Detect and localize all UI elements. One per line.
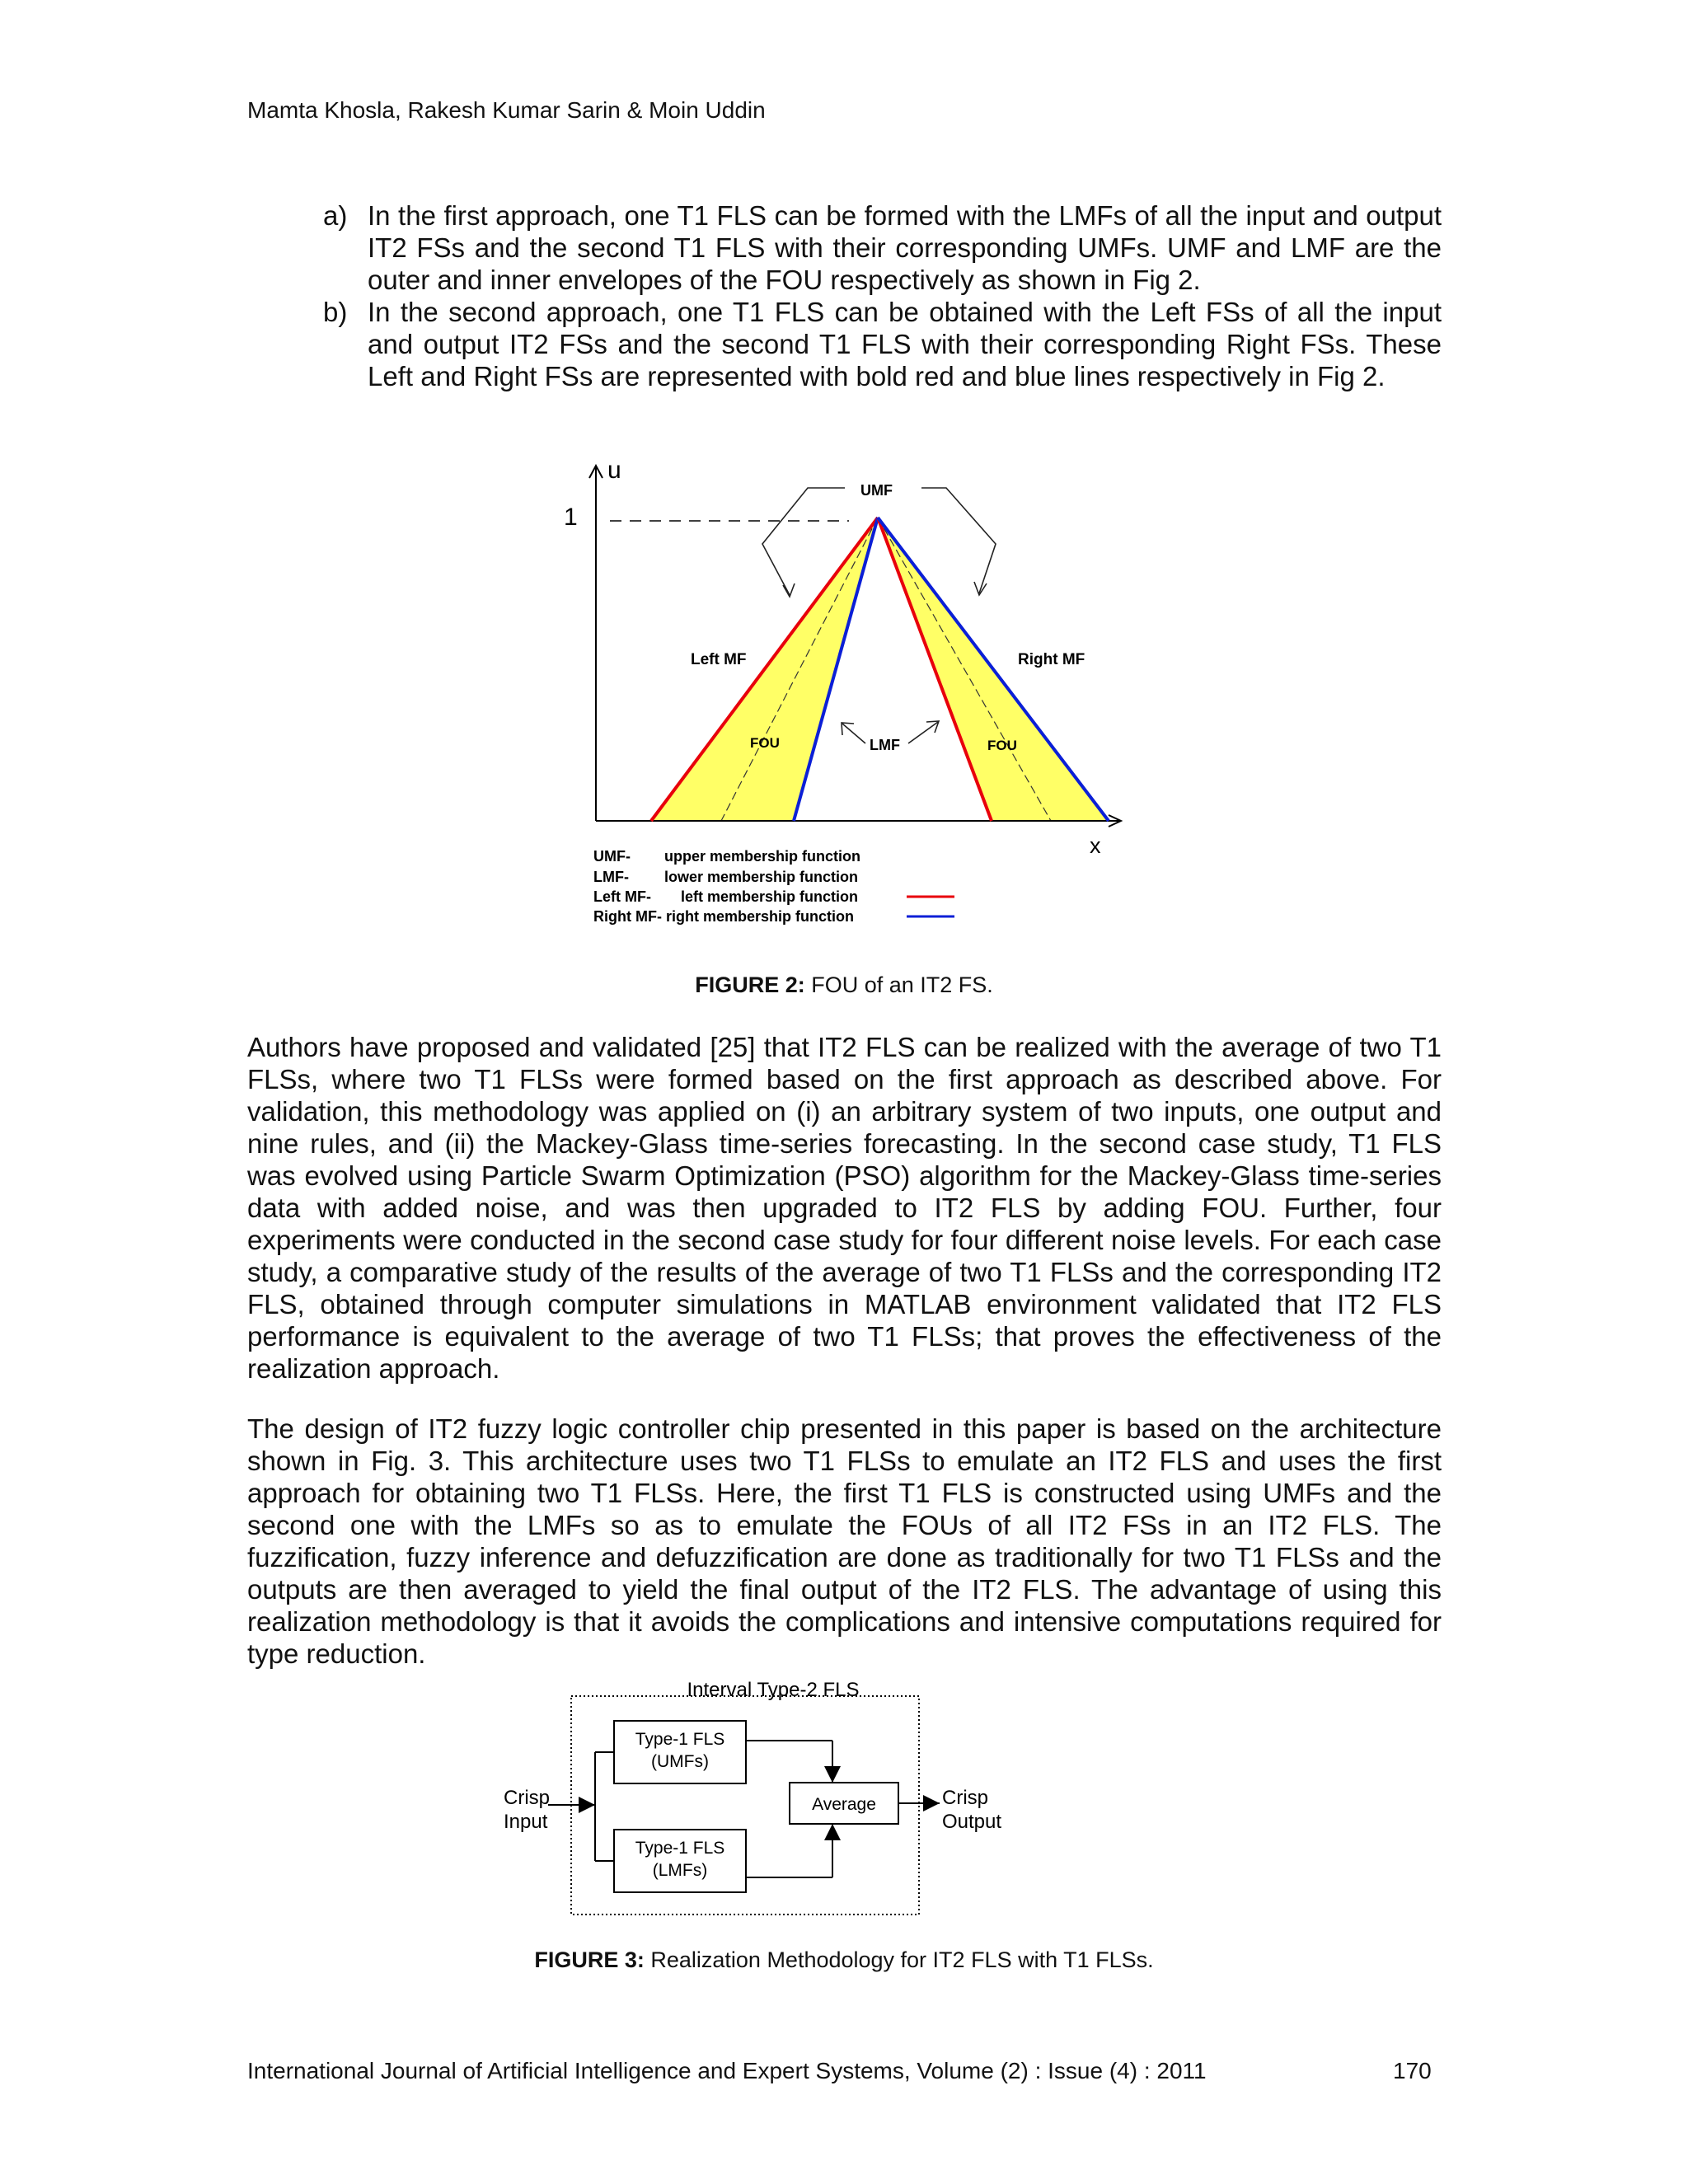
list-item-text: In the second approach, one T1 FLS can be obtained with the Left FSs of all the input and output IT2 FSs and the second T1 FLS with their corresponding Right FSs. These Left and Right FSs are represented with bold red and blue lines respectively in Fig 2. <box>368 297 1442 391</box>
svg-text:Output: Output <box>942 1811 1002 1833</box>
running-header: Mamta Khosla, Rakesh Kumar Sarin & Moin Uddin <box>247 97 766 123</box>
lmf-label: LMF <box>870 737 900 753</box>
left-mf-label: Left MF <box>691 651 747 668</box>
level-one-label: 1 <box>564 504 578 531</box>
svg-text:Type-1 FLS: Type-1 FLS <box>635 1730 725 1749</box>
legend-abbr: Left MF- <box>593 888 651 905</box>
svg-text:Average: Average <box>812 1795 876 1814</box>
caption-label: FIGURE 3: <box>534 1947 645 1972</box>
list-marker: a) <box>323 200 348 231</box>
svg-text:Type-1 FLS: Type-1 FLS <box>635 1839 725 1858</box>
svg-text:(LMFs): (LMFs) <box>652 1861 708 1880</box>
fou-right-label: FOU <box>987 738 1017 753</box>
legend-desc: right membership function <box>666 908 855 925</box>
umf-label: UMF <box>860 482 893 499</box>
legend-abbr: UMF- <box>593 848 631 865</box>
fou-left-label: FOU <box>750 735 780 751</box>
right-mf-label: Right MF <box>1018 651 1085 668</box>
list-item-text: In the first approach, one T1 FLS can be formed with the LMFs of all the input and output IT2 FSs and the second T1 FLS with their corresponding UMFs. UMF and LMF are the outer and inner envelopes of the FOU respectively as shown in Fig 2. <box>368 200 1442 295</box>
crisp-output-label: Crisp <box>942 1787 989 1809</box>
legend-desc: upper membership function <box>664 848 861 865</box>
approach-list <box>323 199 1442 392</box>
caption-text: Realization Methodology for IT2 FLS with T1 FLSs. <box>644 1947 1154 1972</box>
paragraph-validation: Authors have proposed and validated [25] that IT2 FLS can be realized with the average of two T1 FLSs, where two T1 FLSs were formed based on the first approach as described above. For validation, this methodology was applied on (i) an arbitrary system of two inputs, one output and nine rules, and (ii) the Mackey-Glass time-series forecasting. In the second case study, T1 FLS was evolved using Particle Swarm Optimization (PSO) algorithm for the Mackey-Glass time-series data with added noise, and was then upgraded to IT2 FLS by adding FOU. Further, four experiments were conducted in the second case study for four different noise levels. For each case study, a comparative study of the results of the average of two T1 FLSs and the corresponding IT2 FLS, obtained through computer simulations in MATLAB environment validated that IT2 FLS performance is equivalent to the average of two T1 FLSs; that proves the effectiveness of the realization approach. <box>247 1032 1442 1384</box>
legend-desc: lower membership function <box>664 869 859 885</box>
page-number: 170 <box>1393 2058 1432 2083</box>
crisp-input-label: Crisp <box>504 1787 551 1809</box>
paragraph-architecture: The design of IT2 fuzzy logic controller chip presented in this paper is based on the architecture shown in Fig. 3. This architecture uses two T1 FLSs to emulate an IT2 FLS and uses the first approach for obtaining two T1 FLSs. Here, the first T1 FLS is constructed using UMFs and the second one with the LMFs so as to emulate the FOUs of all IT2 FSs in an IT2 FLS. The fuzzification, fuzzy inference and defuzzification are done as traditionally for two T1 FLSs and the outputs are then averaged to yield the final output of the IT2 FLS. The advantage of using this realization methodology is that it avoids the complications and intensive computations required for type reduction. <box>247 1413 1442 1669</box>
caption-label: FIGURE 2: <box>695 972 805 997</box>
svg-text:Input: Input <box>504 1811 548 1833</box>
boundary-title: Interval Type-2 FLS <box>687 1679 860 1701</box>
list-item-a <box>323 199 1442 296</box>
footer-journal: International Journal of Artificial Intelligence and Expert Systems, Volume (2) : Issue (4) : 2011 <box>247 2058 1207 2083</box>
legend-desc: left membership function <box>681 888 859 905</box>
legend-abbr: LMF- <box>593 869 629 885</box>
figure-3-block-diagram <box>495 1673 1022 1920</box>
x-axis-label: x <box>1090 833 1101 858</box>
svg-text:(UMFs): (UMFs) <box>651 1752 709 1771</box>
legend-abbr: Right MF- <box>593 908 662 925</box>
list-item-b <box>323 296 1442 392</box>
figure-2-caption <box>0 972 1688 998</box>
figure-3-caption <box>0 1947 1688 1973</box>
figure-2-legend <box>593 848 954 925</box>
list-marker: b) <box>323 297 348 327</box>
y-axis-label: u <box>607 457 621 484</box>
figure-2-fou-diagram <box>544 449 1170 940</box>
caption-text: FOU of an IT2 FS. <box>804 972 993 997</box>
